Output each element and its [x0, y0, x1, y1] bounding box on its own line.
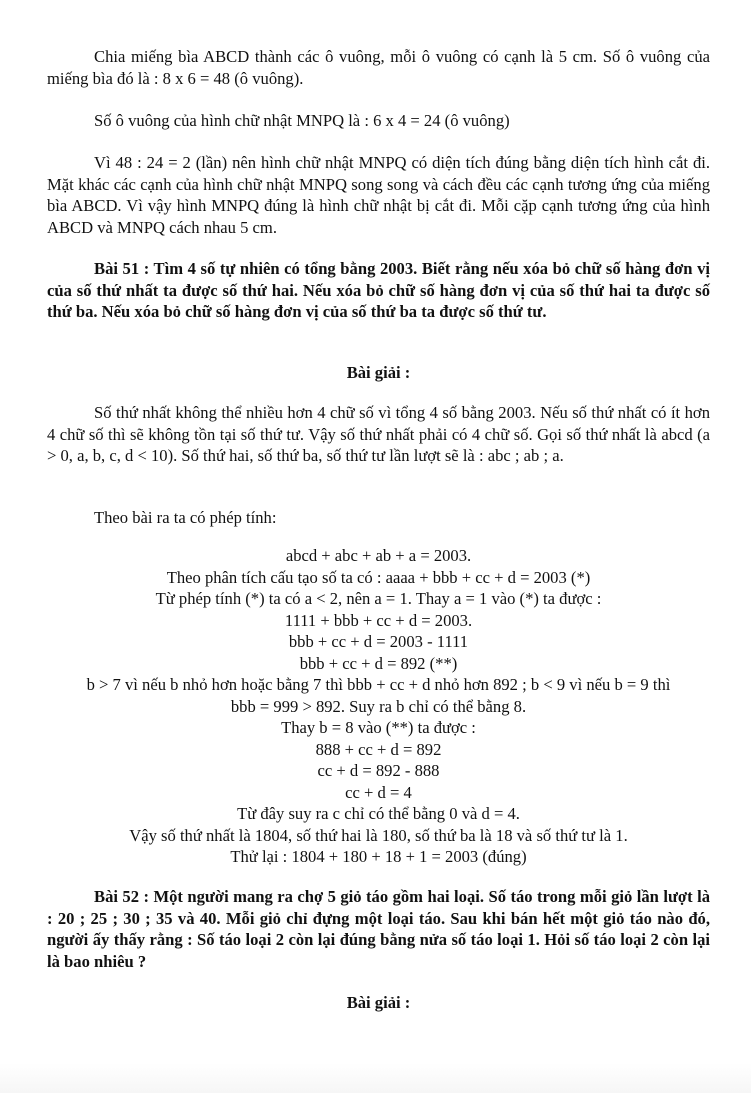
equation-line: bbb + cc + d = 2003 - 1111	[288, 632, 469, 651]
intro-paragraph-3: Vì 48 : 24 = 2 (lần) nên hình chữ nhật MNPQ có diện tích đúng bằng diện tích hình cắt đi. Mặt khác các cạnh của hình chữ nhật MNPQ song song và cách đều các cạnh tương ứng của miếng bìa ABCD. Vì vậy hình MNPQ đúng là hình chữ nhật bị cắt đi. Mỗi cặp cạnh tương ứng của hình ABCD và MNPQ cách nhau 5 cm.	[47, 153, 710, 237]
problem-52: Bài 52 : Một người mang ra chợ 5 giỏ táo gồm hai loại. Số táo trong mỗi giỏ lần lượt là : 20 ; 25 ; 30 ; 35 và 40. Mỗi giỏ chỉ đựng một loại táo. Sau khi bán hết một giỏ táo nào đó, người ấy thấy rằng : Số táo loại 2 còn lại đúng bằng nửa số táo loại 1. Hỏi số táo loại 2 còn lại là bao nhiêu ?	[47, 887, 710, 971]
equation-line: 1111 + bbb + cc + d = 2003.	[284, 610, 473, 630]
intro-paragraph-2: Số ô vuông của hình chữ nhật MNPQ là : 6 x 4 = 24 (ô vuông)	[94, 111, 510, 130]
equation-line: 888 + cc + d = 892	[315, 739, 442, 759]
equation-line: cc + d = 892 - 888	[317, 761, 440, 780]
solution-51-paragraph-2: Theo bài ra ta có phép tính:	[94, 508, 277, 527]
equation-line: Theo phân tích cấu tạo số ta có : aaaa + bbb + cc + d = 2003 (*)	[166, 567, 591, 587]
equation-line: abcd + abc + ab + a = 2003.	[285, 546, 472, 565]
equation-line: b > 7 vì nếu b nhỏ hơn hoặc bằng 7 thì bbb + cc + d nhỏ hơn 892 ; b < 9 vì nếu b = 9 thì	[86, 675, 671, 694]
equation-line: Từ đây suy ra c chỉ có thể bằng 0 và d = 4.	[237, 804, 520, 823]
equation-line: bbb = 999 > 892. Suy ra b chỉ có thể bằng 8.	[230, 696, 527, 716]
equation-line: Thay b = 8 vào (**) ta được :	[281, 718, 476, 737]
page-bottom-shadow	[0, 1063, 751, 1093]
equation-line: Thử lại : 1804 + 180 + 18 + 1 = 2003 (đúng)	[230, 847, 527, 866]
equation-line: Từ phép tính (*) ta có a < 2, nên a = 1. Thay a = 1 vào (*) ta được :	[155, 589, 602, 608]
solution-heading-51: Bài giải :	[346, 363, 411, 382]
problem-51: Bài 51 : Tìm 4 số tự nhiên có tổng bằng 2003. Biết rằng nếu xóa bỏ chữ số hàng đơn vị của số thứ nhất ta được số thứ hai. Nếu xóa bỏ chữ số hàng đơn vị của số thứ hai ta được số thứ ba. Nếu xóa bỏ chữ số hàng đơn vị của số thứ ba ta được số thứ tư.	[47, 259, 710, 321]
solution-heading-52: Bài giải :	[346, 993, 411, 1012]
equation-block	[47, 545, 710, 868]
equation-line: Vậy số thứ nhất là 1804, số thứ hai là 180, số thứ ba là 18 và số thứ tư là 1.	[129, 825, 628, 845]
equation-line: cc + d = 4	[345, 782, 412, 802]
solution-51-paragraph-1: Số thứ nhất không thể nhiều hơn 4 chữ số vì tổng 4 số bằng 2003. Nếu số thứ nhất có ít hơn 4 chữ số thì sẽ không tồn tại số thứ tư. Vậy số thứ nhất phải có 4 chữ số. Gọi số thứ nhất là abcd (a > 0, a, b, c, d < 10). Số thứ hai, số thứ ba, số thứ tư lần lượt sẽ là : abc ; ab ; a.	[47, 403, 710, 465]
equation-line: bbb + cc + d = 892 (**)	[299, 653, 458, 673]
intro-paragraph-1: Chia miếng bìa ABCD thành các ô vuông, mỗi ô vuông có cạnh là 5 cm. Số ô vuông của miếng bìa đó là : 8 x 6 = 48 (ô vuông).	[47, 47, 710, 88]
